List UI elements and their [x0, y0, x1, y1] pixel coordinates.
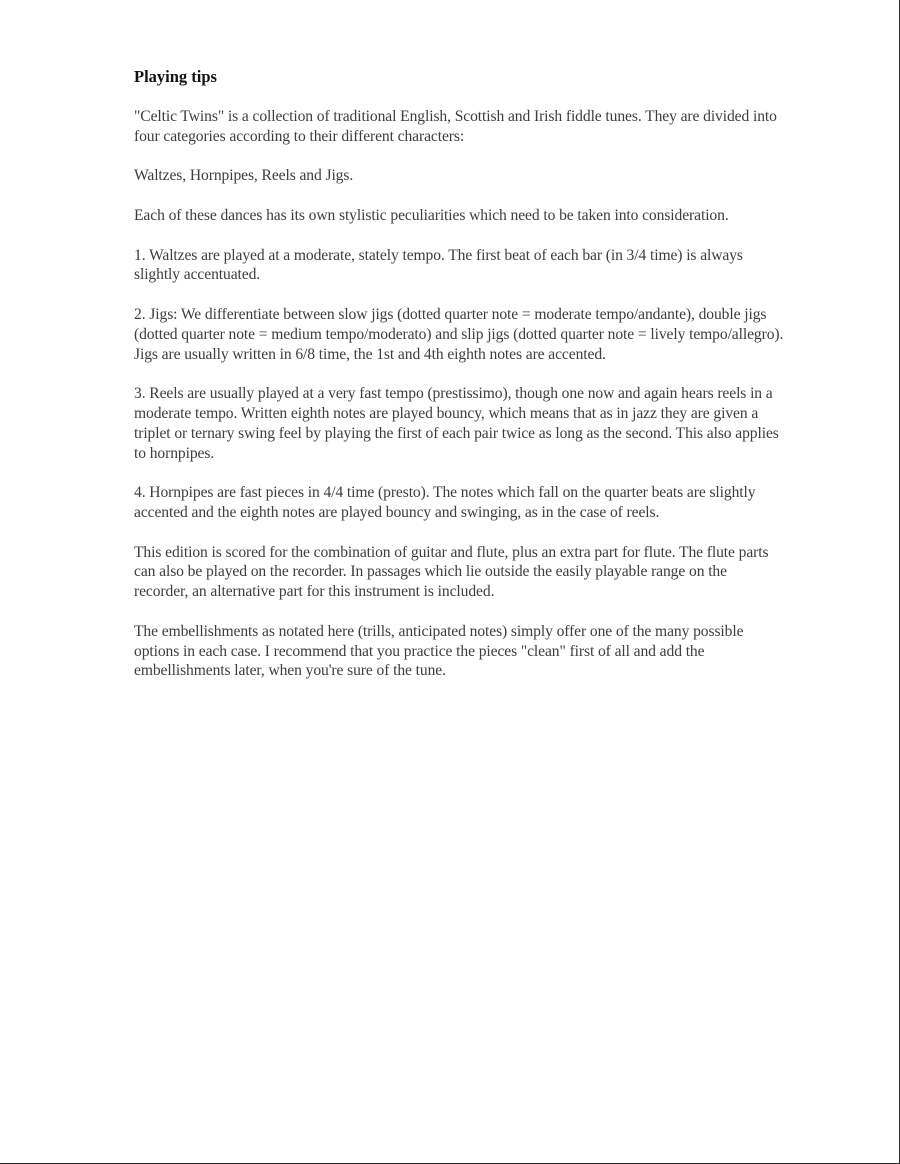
paragraph-hornpipes: 4. Hornpipes are fast pieces in 4/4 time (presto). The notes which fall on the quarter beats are slightly accented and the eighth notes are played bouncy and swinging, as in the case of reels.: [134, 484, 756, 521]
paragraph-intro: "Celtic Twins" is a collection of traditional English, Scottish and Irish fiddle tunes. They are divided into four categories according to their different characters:: [134, 108, 777, 145]
page-title: Playing tips: [134, 67, 217, 86]
paragraph-categories: Waltzes, Hornpipes, Reels and Jigs.: [134, 167, 354, 185]
paragraph-waltzes: 1. Waltzes are played at a moderate, stately tempo. The first beat of each bar (in 3/4 time) is always slightly accentuated.: [134, 246, 743, 284]
paragraph-reels: 3. Reels are usually played at a very fast tempo (prestissimo), though one now and again hears reels in a moderate tempo. Written eighth notes are played bouncy, which means that as in jazz they are given a triplet or ternary swing feel by playing the first of each pair twice as long as the second. This also applies to hornpipes.: [134, 385, 779, 462]
paragraph-edition: This edition is scored for the combination of guitar and flute, plus an extra part for flute. The flute parts can also be played on the recorder. In passages which lie outside the easily playable range on the recorder, an alternative part for this instrument is included.: [134, 543, 769, 601]
paragraph-embellishments: The embellishments as notated here (trills, anticipated notes) simply offer one of the many possible options in each case. I recommend that you practice the pieces "clean" first of all and add the embellishments later, when you're sure of the tune.: [134, 622, 744, 680]
document-body: [134, 66, 784, 701]
paragraph-peculiarities: Each of these dances has its own stylistic peculiarities which need to be taken into consideration.: [134, 206, 729, 224]
paragraph-jigs: 2. Jigs: We differentiate between slow jigs (dotted quarter note = moderate tempo/andante), double jigs (dotted quarter note = medium tempo/moderato) and slip jigs (dotted quarter note = lively tempo/allegro). Jigs are usually written in 6/8 time, the 1st and 4th eighth notes are accented.: [134, 305, 784, 363]
